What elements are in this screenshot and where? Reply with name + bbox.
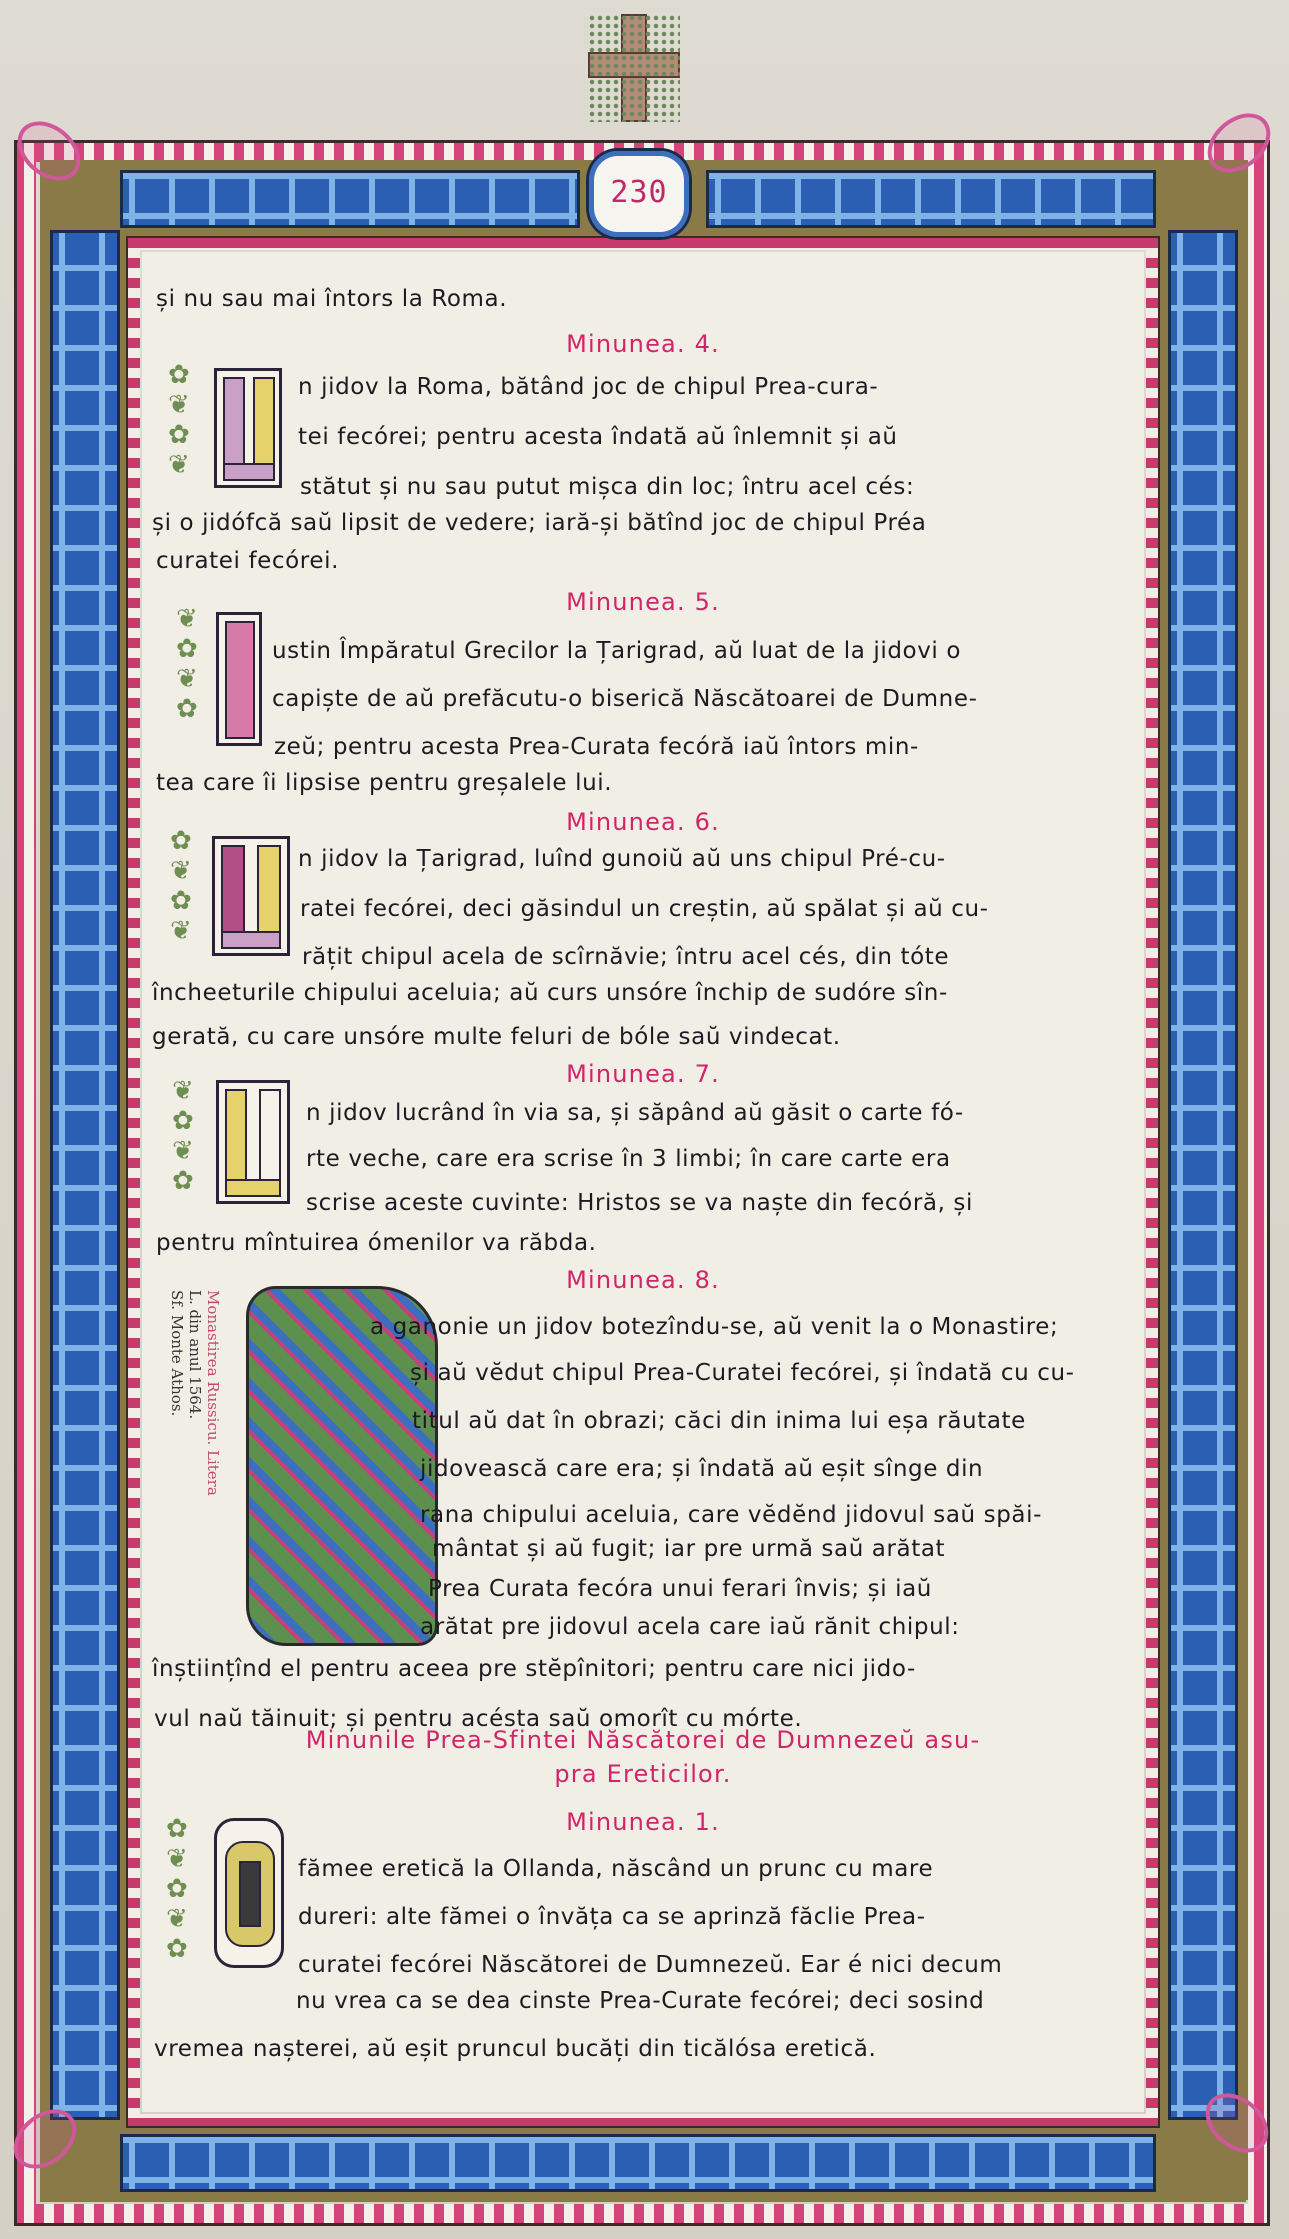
initial-letter-u-icon — [212, 836, 290, 956]
text-line: Prea Curata fecóra unui ferari învis; și iaŭ — [428, 1576, 932, 1602]
text-line: ustin Împăratul Grecilor la Țarigrad, aŭ luat de la jidovi o — [272, 638, 961, 664]
vine-ornament-icon: ✿ ❦ ✿ ❦ — [168, 360, 190, 480]
text-line: scrise aceste cuvinte: Hristos se va naște din fecóră, și — [306, 1190, 973, 1216]
text-line: gerată, cu care unsóre multe feluri de bóle saŭ vindecat. — [152, 1024, 841, 1050]
text-line: tei fecórei; pentru acesta îndată aŭ înlemnit și aŭ — [298, 424, 898, 450]
initial-letter-u-icon — [216, 1080, 290, 1204]
text-line: n jidov lucrând în via sa, și săpând aŭ găsit o carte fó- — [306, 1100, 964, 1126]
text-line: stătut și nu sau putut mișca din loc; întru acel cés: — [300, 474, 915, 500]
page-number: 230 — [610, 175, 668, 210]
meander-pattern-top-right — [706, 170, 1156, 228]
text-line: n jidov la Țarigrad, luînd gunoiŭ aŭ uns chipul Pré-cu- — [298, 846, 946, 872]
text-line: curatei fecórei. — [156, 548, 340, 574]
text-line: rățit chipul acela de scîrnăvie; întru acel cés, din tóte — [302, 944, 950, 970]
text-line: titul aŭ dat în obrazi; căci din inima lui eșa răutate — [412, 1408, 1026, 1434]
celtic-initial-letter-d-icon — [246, 1286, 438, 1646]
text-line: și nu sau mai întors la Roma. — [156, 286, 508, 312]
text-line: rte veche, care era scrise în 3 limbi; în care carte era — [306, 1146, 951, 1172]
text-line: fămee eretică la Ollanda, născând un prunc cu mare — [298, 1856, 934, 1882]
section-heading: Minunea. 5. — [566, 588, 720, 616]
section-heading: Minunile Prea-Sfintei Născătorei de Dumnezeŭ asu- — [305, 1726, 981, 1754]
text-line: vul naŭ tăinuit; și pentru acésta saŭ omorît cu mórte. — [154, 1706, 803, 1732]
vine-ornament-icon: ❦ ✿ ❦ ✿ — [172, 1076, 194, 1196]
text-line: arătat pre jidovul acela care iaŭ rănit chipul: — [420, 1614, 960, 1640]
text-line: a ganonie un jidov botezîndu-se, aŭ venit la o Monastire; — [370, 1314, 1059, 1340]
initial-letter-i-icon — [216, 612, 262, 746]
margin-note-line3: Sf. Monte Athos. — [168, 1290, 186, 1417]
text-line: vremea nașterei, aŭ eșit pruncul bucăți din ticălósa eretică. — [154, 2036, 877, 2062]
text-line: și aŭ vĕdut chipul Prea-Curatei fecórei, și îndată cu cu- — [410, 1360, 1075, 1386]
section-heading: Minunea. 7. — [566, 1060, 720, 1088]
vine-ornament-icon: ✿ ❦ ✿ ❦ ✿ — [166, 1814, 188, 1964]
page-number-medallion — [586, 148, 692, 240]
vine-ornament-icon: ✿ ❦ ✿ ❦ — [170, 826, 192, 946]
initial-letter-o-icon — [214, 1818, 284, 1968]
meander-pattern-right — [1168, 230, 1238, 2120]
text-line: înștiințînd el pentru aceea pre stĕpînitori; pentru care nici jido- — [152, 1656, 916, 1682]
vine-ornament-icon: ❦ ✿ ❦ ✿ — [176, 604, 198, 724]
meander-pattern-left — [50, 230, 120, 2120]
text-line: capiște de aŭ prefăcutu-o biserică Născătoarei de Dumne- — [272, 686, 978, 712]
section-heading: Minunea. 1. — [566, 1808, 720, 1836]
cross-ornament — [588, 14, 680, 122]
text-line: curatei fecórei Născătorei de Dumnezeŭ. Ear é nici decum — [298, 1952, 1003, 1978]
initial-letter-u-icon — [214, 368, 282, 488]
section-heading: pra Ereticilor. — [554, 1760, 732, 1788]
text-line: ratei fecórei, deci găsindul un creștin, aŭ spălat și aŭ cu- — [300, 896, 989, 922]
text-line: n jidov la Roma, bătând joc de chipul Prea-cura- — [298, 374, 879, 400]
margin-note-line2: L. din anul 1564. — [186, 1290, 204, 1420]
section-heading: Minunea. 6. — [566, 808, 720, 836]
section-heading: Minunea. 4. — [566, 330, 720, 358]
margin-note-line1: Monastirea Russicu. Litera — [204, 1290, 222, 1496]
meander-pattern-bottom — [120, 2134, 1156, 2192]
text-line: nu vrea ca se dea cinste Prea-Curate fecórei; deci sosind — [296, 1988, 985, 2014]
text-line: pentru mîntuirea ómenilor va răbda. — [156, 1230, 597, 1256]
text-line: mântat și aŭ fugit; iar pre urmă saŭ arătat — [432, 1536, 946, 1562]
text-line: și o jidófcă saŭ lipsit de vedere; iară-și bătînd joc de chipul Préa — [152, 510, 927, 536]
text-line: încheeturile chipului aceluia; aŭ curs unsóre închip de sudóre sîn- — [152, 980, 948, 1006]
meander-pattern-top-left — [120, 170, 580, 228]
text-line: jidovească care era; și îndată aŭ eșit sînge din — [420, 1456, 984, 1482]
text-line: tea care îi lipsise pentru greșalele lui. — [156, 770, 613, 796]
text-line: dureri: alte fămei o învăța ca se aprinză făclie Prea- — [298, 1904, 926, 1930]
section-heading: Minunea. 8. — [566, 1266, 720, 1294]
text-line: rana chipului aceluia, care vĕdĕnd jidovul saŭ spăi- — [420, 1502, 1042, 1528]
text-line: zeŭ; pentru acesta Prea-Curata fecóră iaŭ întors min- — [274, 734, 919, 760]
